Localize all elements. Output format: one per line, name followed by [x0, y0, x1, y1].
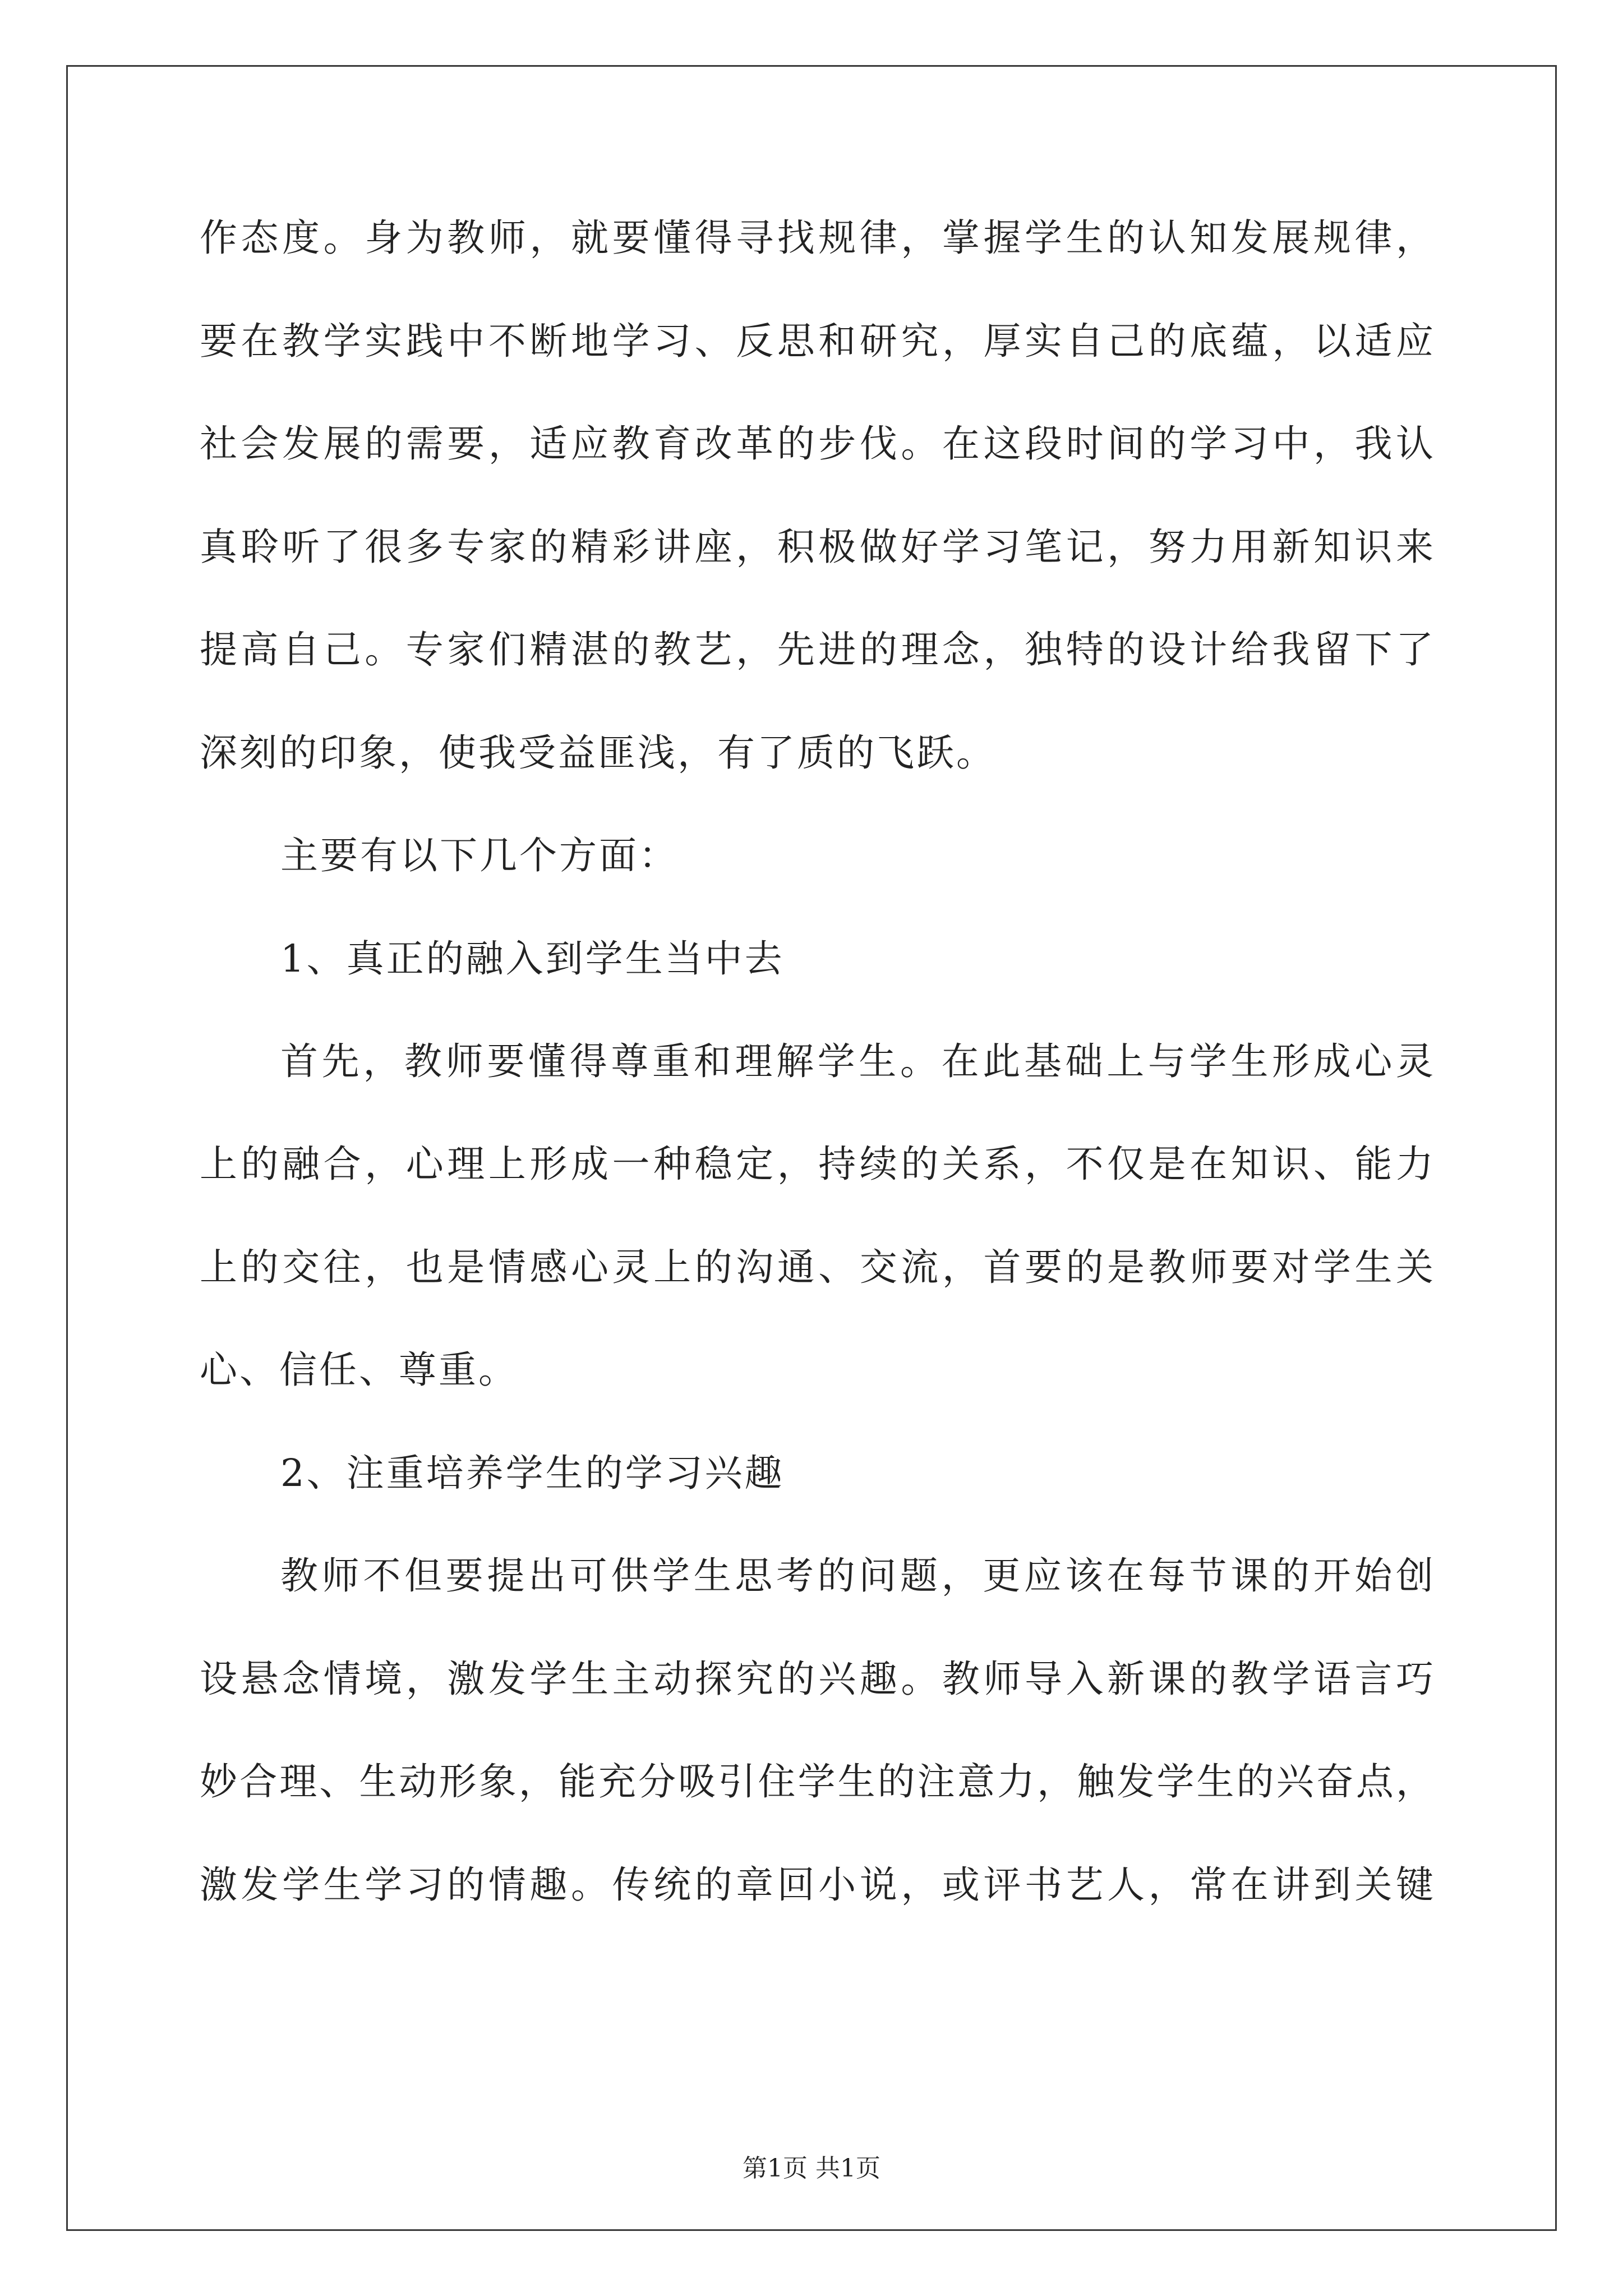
body-line-2: 要在教学实践中不断地学习、反思和研究，厚实自己的底蕴，以适应: [200, 319, 1433, 363]
body-line-10: 上的融合，心理上形成一种稳定，持续的关系，不仅是在知识、能力: [200, 1142, 1433, 1186]
page-footer: 第1页 共1页: [743, 2154, 880, 2183]
body-line-12: 心、信任、尊重。: [200, 1348, 518, 1392]
body-line-9: 首先，教师要懂得尊重和理解学生。在此基础上与学生形成心灵: [280, 1039, 1433, 1083]
section-heading-2: 2、注重培养学生的学习兴趣: [280, 1451, 785, 1495]
body-line-16: 妙合理、生动形象，能充分吸引住学生的注意力，触发学生的兴奋点，: [200, 1760, 1433, 1803]
body-line-3: 社会发展的需要，适应教育改革的步伐。在这段时间的学习中，我认: [200, 422, 1433, 466]
body-line-5: 提高自己。专家们精湛的教艺，先进的理念，独特的设计给我留下了: [200, 628, 1433, 671]
body-line-6: 深刻的印象，使我受益匪浅，有了质的飞跃。: [200, 731, 996, 775]
section-heading-1: 1、真正的融入到学生当中去: [280, 937, 785, 981]
body-line-11: 上的交往，也是情感心灵上的沟通、交流，首要的是教师要对学生关: [200, 1245, 1433, 1289]
body-line-14: 教师不但要提出可供学生思考的问题，更应该在每节课的开始创: [280, 1554, 1433, 1598]
body-line-4: 真聆听了很多专家的精彩讲座，积极做好学习笔记，努力用新知识来: [200, 525, 1433, 569]
body-line-15: 设悬念情境，激发学生主动探究的兴趣。教师导入新课的教学语言巧: [200, 1657, 1433, 1701]
body-line-17: 激发学生学习的情趣。传统的章回小说，或评书艺人，常在讲到关键: [200, 1863, 1433, 1907]
body-line-1: 作态度。身为教师，就要懂得寻找规律，掌握学生的认知发展规律，: [200, 216, 1433, 260]
section-intro: 主要有以下几个方面：: [280, 834, 679, 877]
